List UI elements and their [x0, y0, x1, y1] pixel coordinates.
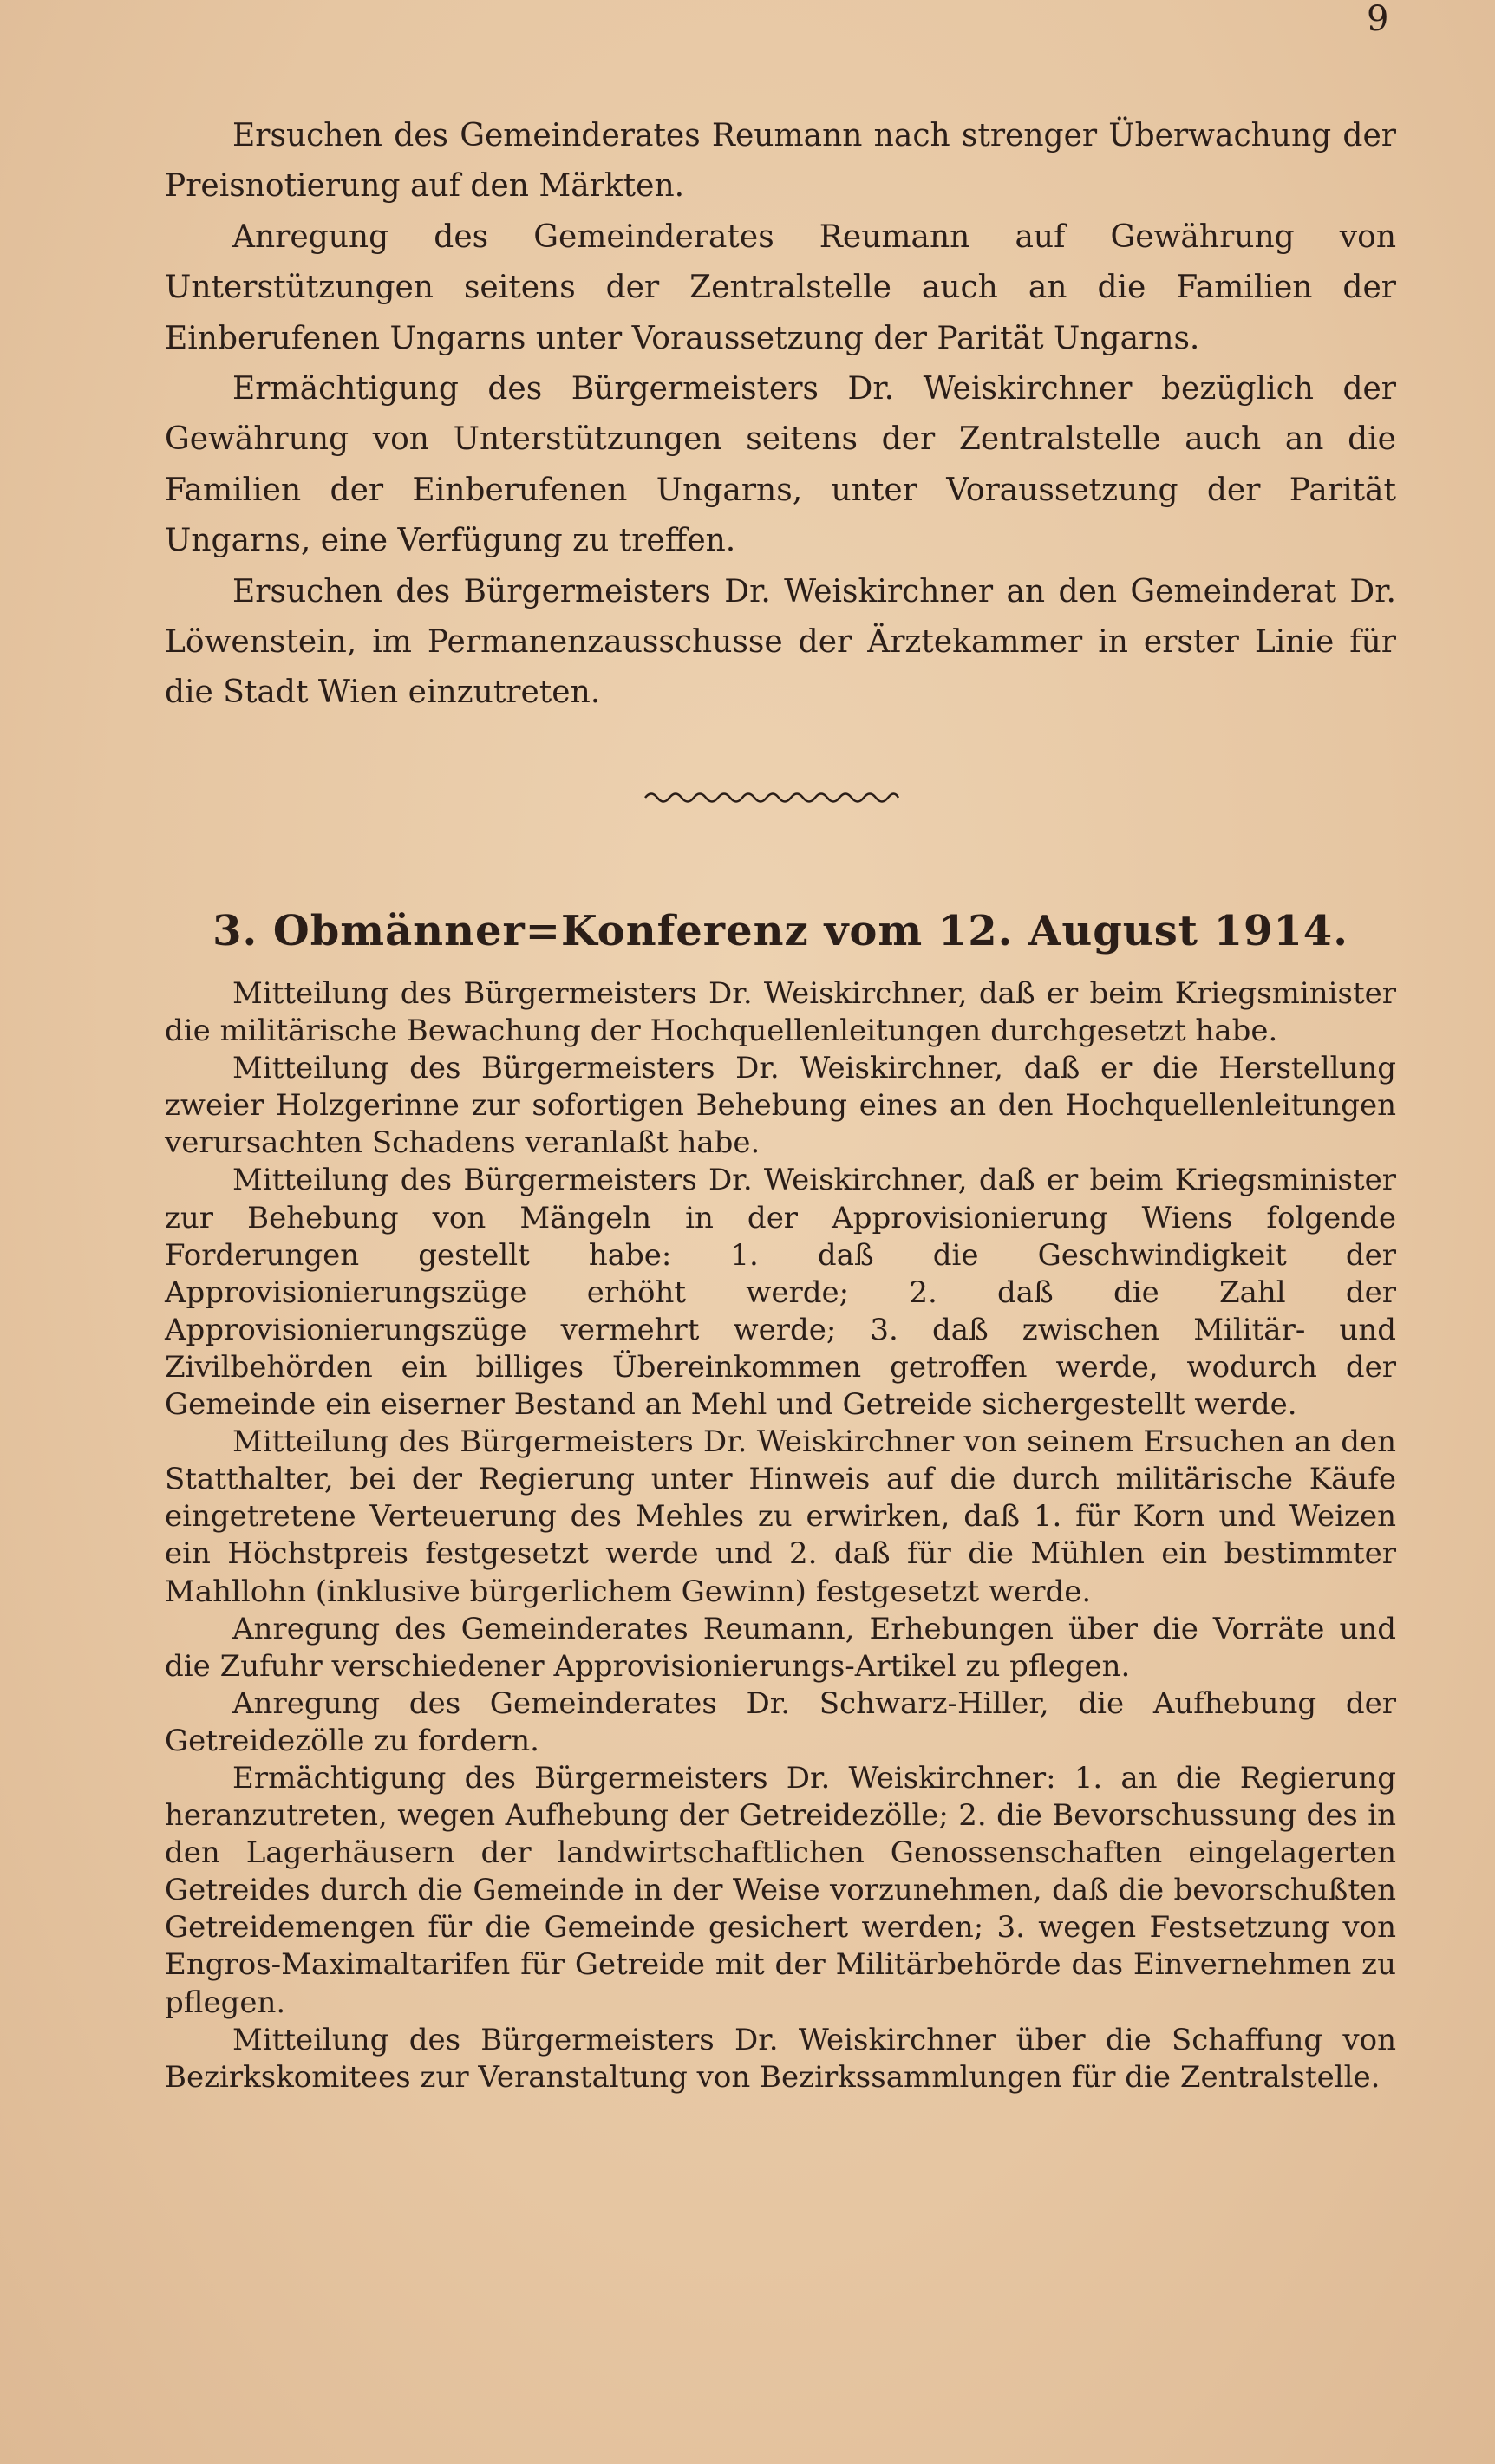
wavy-divider-ornament: [642, 785, 902, 811]
paragraph: Ersuchen des Bürgermeisters Dr. Weiskirchner an den Gemeinderat Dr. Löwenstein, im Permanenzausschusse der Ärztekammer in erster Linie für die Stadt Wien einzutreten.: [165, 573, 1396, 711]
paragraph: Anregung des Gemeinderates Reumann auf Gewährung von Unterstützungen seitens der Zentralstelle auch an die Familien der Einberufenen Ungarns unter Voraussetzung der Parität Ungarns.: [165, 218, 1396, 356]
paragraph: Mitteilung des Bürgermeisters Dr. Weiskirchner, daß er beim Kriegsminister die militärische Bewachung der Hochquellenleitungen durchgesetzt habe.: [165, 976, 1396, 1049]
paragraph: Anregung des Gemeinderates Reumann, Erhebungen über die Vorräte und die Zufuhr verschiedener Approvisionierungs-Artikel zu pflegen.: [165, 1611, 1396, 1684]
paragraph: Ermächtigung des Bürgermeisters Dr. Weiskirchner bezüglich der Gewährung von Unterstützungen seitens der Zentralstelle auch an die Familien der Einberufenen Ungarns, unter Voraussetzung der Parität Ungarns, eine Verfügung zu treffen.: [165, 371, 1396, 559]
section-paragraphs: [165, 975, 1396, 2096]
paragraph: Mitteilung des Bürgermeisters Dr. Weiskirchner über die Schaffung von Bezirkskomitees zur Veranstaltung von Bezirkssammlungen für die Zentralstelle.: [165, 2022, 1396, 2095]
paragraph: Ermächtigung des Bürgermeisters Dr. Weiskirchner: 1. an die Regierung heranzutreten, wegen Aufhebung der Getreidezölle; 2. die Bevorschussung des in den Lagerhäusern der landwirtschaftlichen Genossenschaften eingelagerten Getreides durch die Gemeinde in der Weise vorzunehmen, daß die bevorschußten Getreidemengen für die Gemeinde gesichert werden; 3. wegen Festsetzung von Engros-Maximaltarifen für Getreide mit der Militärbehörde das Einvernehmen zu pflegen.: [165, 1760, 1396, 2020]
paragraph: Mitteilung des Bürgermeisters Dr. Weiskirchner, daß er die Herstellung zweier Holzgerinne zur sofortigen Behebung eines an den Hochquellenleitungen verursachten Schadens veranlaßt habe.: [165, 1051, 1396, 1161]
top-paragraphs: [165, 111, 1396, 719]
paragraph: Ersuchen des Gemeinderates Reumann nach strenger Überwachung der Preisnotierung auf den Märkten.: [165, 118, 1396, 205]
section-heading: 3. Obmänner=Konferenz vom 12. August 1914.: [212, 907, 1348, 955]
page-number: 9: [1367, 0, 1389, 39]
paragraph: Mitteilung des Bürgermeisters Dr. Weiskirchner, daß er beim Kriegsminister zur Behebung von Mängeln in der Approvisionierung Wiens folgende Forderungen gestellt habe: 1. daß die Geschwindigkeit der Approvisionierungszüge erhöht werde; 2. daß die Zahl der Approvisionierungszüge vermehrt werde; 3. daß zwischen Militär- und Zivilbehörden ein billiges Übereinkommen getroffen werde, wodurch der Gemeinde ein eiserner Bestand an Mehl und Getreide sichergestellt werde.: [165, 1163, 1396, 1423]
paragraph: Mitteilung des Bürgermeisters Dr. Weiskirchner von seinem Ersuchen an den Statthalter, bei der Regierung unter Hinweis auf die durch militärische Käufe eingetretene Verteuerung des Mehles zu erwirken, daß 1. für Korn und Weizen ein Höchstpreis festgesetzt werde und 2. daß für die Mühlen ein bestimmter Mahllohn (inklusive bürgerlichem Gewinn) festgesetzt werde.: [165, 1424, 1396, 1609]
paragraph: Anregung des Gemeinderates Dr. Schwarz-Hiller, die Aufhebung der Getreidezölle zu fordern.: [165, 1685, 1396, 1758]
